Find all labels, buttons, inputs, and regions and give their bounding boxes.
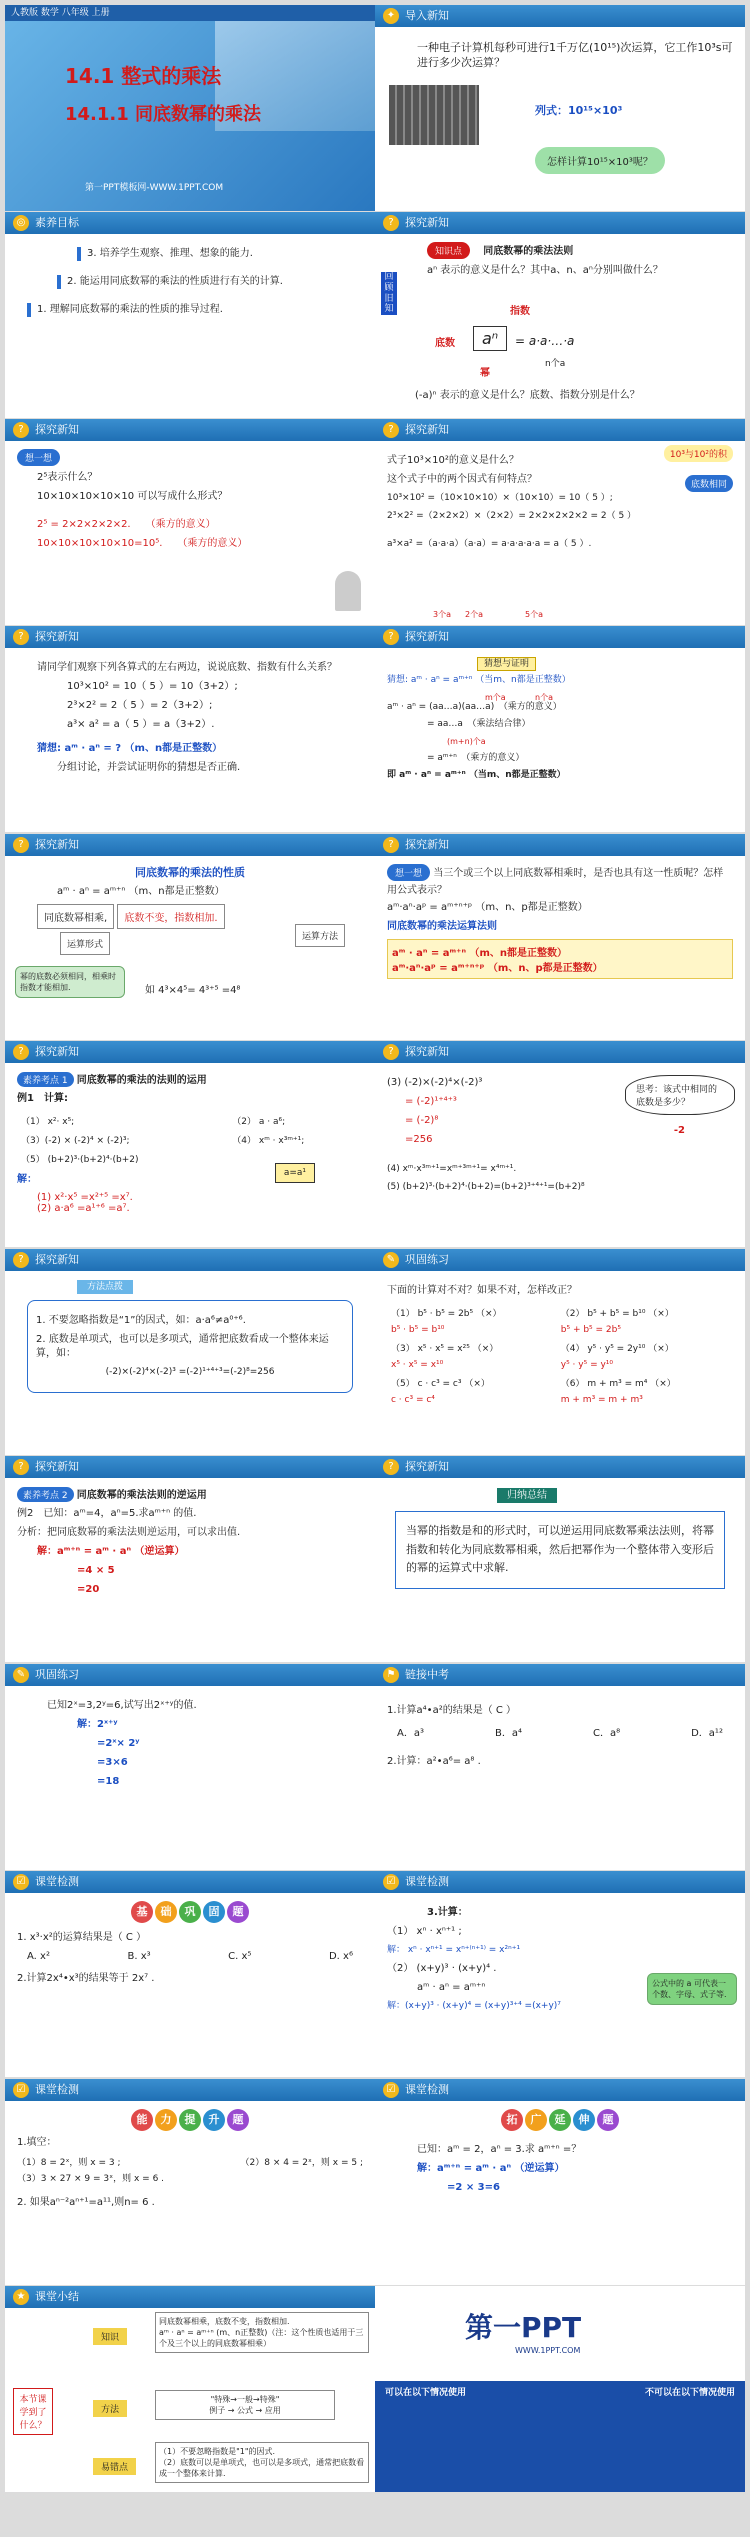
question-2: 2. 如果aⁿ⁻²aⁿ⁺¹=a¹¹,则n= 6 . [17,2196,155,2208]
count-3a: 3个a [433,610,451,619]
band-char: 升 [203,2109,225,2131]
conclusion: 即 aᵐ · aⁿ = aᵐ⁺ⁿ （当m、n都是正整数） [387,770,566,781]
slide-practice: ✎ 巩固练习 下面的计算对不对？如果不对，怎样改正？ （1） b⁵ · b⁵ = 2b⁵ （×） （2） b⁵ + b⁵ = b¹⁰ （×） b⁵ · b⁵ = b¹⁰ b⁵ + b⁵ = 2b⁵ （3） x⁵ · x⁵ = x²⁵ （×） （4） y⁵ · y⁵ = 2y¹⁰ （×） x⁵ · x⁵ = x¹⁰ y⁵ · y⁵ = y¹⁰ （5） c · c³ = c³ （×） （6） m + m³ = m⁴ （×） c · c³ = c⁴ m + m³ = m + m³ [375,1249,745,1455]
step: (3) (-2)×(-2)⁴×(-2)³ [387,1077,483,1088]
band-char: 础 [155,1901,177,1923]
slide-exam: ⚑ 链接中考 1.计算a⁴•a²的结果是（ C ） A．a³ B．a⁴ C．a⁸ D．a¹² 2.计算：a²•a⁶= a⁸ . [375,1664,745,1870]
proof-tag: 猜想与证明 [477,657,536,671]
ask-bubble: 怎样计算10¹⁵×10³呢？ [535,147,665,174]
band-char: 题 [597,2109,619,2131]
topic: 同底数幂的乘法法则的逆运用 [76,1490,207,1501]
slide-think: ? 探究新知 想一想 2⁵表示什么？ 10×10×10×10×10 可以写成什么形式？ 2⁵ = 2×2×2×2×2. （乘方的意义） 10×10×10×10×10=10⁵. （乘方的意义） [5,419,375,625]
goal-icon: ◎ [13,215,29,231]
method-tag: 方法点拨 [77,1280,133,1294]
page-title: 14.1 整式的乘法 [65,64,222,88]
question: 1.填空： [17,2137,57,2148]
example: 例2 已知：aᵐ=4，aⁿ=5.求aᵐ⁺ⁿ 的值. [17,1508,197,1519]
question-2: 2.计算2x⁴•x³的结果等于 2x⁷ . [17,1973,155,1984]
example: (-2)×(-2)⁴×(-2)³ =(-2)¹⁺⁴⁺³=(-2)⁸=256 [105,1367,275,1377]
band [387,2109,733,2131]
expand-text: = a·a·…·a [515,334,575,348]
row-3: a³× a² = a（ 5 ）= a（3+2）. [67,719,215,730]
page-subtitle: 14.1.1 同底数幂的乘法 [65,104,262,125]
count-5a: 5个a [525,610,543,619]
same-base-badge: 底数相同 [685,475,733,492]
sol-1: 解：aᵐ⁺ⁿ = aᵐ · aⁿ （逆运算） [417,2163,565,2174]
side-label: 回顾旧知 [381,272,397,315]
power-box: aⁿ [473,326,507,351]
fill-3: （3）3 × 27 × 9 = 3ˣ，则 x = 6 . [17,2174,165,2184]
question: 已知2ˣ=3,2ʸ=6,试写出2ˣ⁺ʸ的值. [47,1700,197,1711]
knowledge-formula: aᵐ · aⁿ = aᵐ⁺ⁿ (m、n正整数)（注：这个性质也适用于三个及三个以上的同底数幂相乘） [159,2328,364,2348]
sol-2: =4 × 5 [77,1565,115,1576]
question-1: 1.计算a⁴•a²的结果是（ C ） [387,1705,517,1716]
fix: x⁵ · x⁵ = x¹⁰ [391,1360,444,1370]
method-text: "特殊→一般→特殊" [210,2395,280,2404]
band [17,2109,363,2131]
step-1: aᵐ · aⁿ = (aa…a)(aa…a) （乘方的意义） [387,701,562,712]
fix: m + m³ = m + m³ [560,1395,643,1405]
fix: b⁵ · b⁵ = b¹⁰ [391,1325,445,1335]
method-node: 方法 [93,2400,127,2417]
usage-panel [375,2381,745,2492]
slide-intro [375,5,745,211]
row-1: 10³×10² = 10（ 5 ）= 10（3+2）; [67,681,238,692]
n-label: n个a [535,693,553,702]
root-node: 本节课学到了什么？ [13,2388,53,2435]
skill-tag: 素养考点 2 [17,1487,74,1502]
formula: aᵐ · aⁿ = aᵐ⁺ⁿ [417,1981,486,1993]
teacher-icon [335,571,361,611]
sol-4: =18 [97,1776,120,1787]
sub-2: （2） (x+y)³ · (x+y)⁴ . [387,1962,497,1974]
item: （1） b⁵ · b⁵ = 2b⁵ （×） [391,1309,502,1319]
line-3: 2⁵ = 2×2×2×2×2. （乘方的意义） [37,519,216,530]
topic: 同底数幂的乘法的法则的运用 [76,1075,207,1086]
question: 请同学们观察下列各算式的左右两边，说说底数、指数有什么关系？ [37,662,337,673]
problem: （2） a · a⁶; [232,1117,286,1127]
example-label: 例1 计算: [17,1093,68,1104]
band-char: 提 [179,2109,201,2131]
sol-2: 解：(x+y)³ · (x+y)⁴ = (x+y)³⁺⁴ =(x+y)⁷ [387,2000,561,2011]
formula-text: 列式：10¹⁵×10³ [535,104,623,117]
answer-1: (1) x²·x⁵ =x²⁺⁵ =x⁷. [37,1192,133,1203]
problem: （4） xᵐ · x³ᵐ⁺¹; [232,1136,305,1146]
band-char: 能 [131,2109,153,2131]
slide-three: ? 探究新知 想一想 当三个或三个以上同底数幂相乘时，是否也具有这一性质呢？怎样用公式表示？ aᵐ·aⁿ·aᵖ = aᵐ⁺ⁿ⁺ᵖ （m、n、p都是正整数） 同底数幂的乘法运算法则 aᵐ · aⁿ = aᵐ⁺ⁿ （m、n都是正整数） aᵐ·aⁿ·aᵖ = aᵐ⁺ⁿ⁺ᵖ （m、n、p都是正整数） [375,834,745,1040]
slide-check4: ☑ 课堂检测 拓 广 延 伸 题 已知：aᵐ = 2，aⁿ = 3.求 aᵐ⁺ⁿ =？ 解：aᵐ⁺ⁿ = aᵐ · aⁿ （逆运算） =2 × 3=6 [375,2079,745,2285]
item: （5） c · c³ = c³ （×） [391,1379,490,1389]
knowledge-text: 同底数幂相乘，底数不变，指数相加. [159,2317,290,2326]
question: 已知：aᵐ = 2，aⁿ = 3.求 aᵐ⁺ⁿ =？ [417,2144,582,2155]
band-char: 伸 [573,2109,595,2131]
goal-3: 3. 培养学生观察、推理、想象的能力. [77,247,363,261]
tag-knowledge: 知识点 [427,242,470,259]
step: =256 [405,1134,433,1145]
mistake-1: （1）不要忽略指数是"1"的因式. [159,2447,276,2456]
slide-summary-note: ? 探究新知 归纳总结 当幂的指数是和的形式时，可以逆运用同底数幂乘法法则，将幂指数和转化为同底数幂相乘，然后把幂作为一个整体带入变形后的幂的运算式中求解. [375,1456,745,1662]
fix: b⁵ + b⁵ = 2b⁵ [560,1325,621,1335]
hint-bubble: 公式中的 a 可代表一个数、字母、式子等. [647,1973,737,2005]
green-note: 幂的底数必须相同，相乘时指数才能相加. [15,966,125,998]
slide-header: ✦ 导入新知 [375,5,745,27]
question-2: (-a)ⁿ 表示的意义是什么？底数、指数分别是什么？ [415,390,640,401]
label-exp: 指数 [510,306,530,317]
bulb-icon: ✦ [383,8,399,24]
line-2: 10×10×10×10×10 可以写成什么形式？ [37,491,228,502]
problem-table [17,1111,363,1168]
brand-logo: 第一PPT [465,2311,582,2344]
topic: 同底数幂的乘法运算法则 [387,921,497,932]
goal-2: 2. 能运用同底数幂的乘法的性质进行有关的计算. [57,275,363,289]
desc-1: 同底数幂相乘, [37,904,114,929]
check-table [387,1303,733,1408]
band-char: 题 [227,1901,249,1923]
formula: aᵐ · aⁿ = aᵐ⁺ⁿ （m、n都是正整数） [57,886,225,897]
fill-2: （2）8 × 4 = 2ˣ，则 x = 5 ; [240,2158,363,2168]
sol-2: =2 × 3=6 [447,2182,500,2193]
slide-meaning: ? 探究新知 式子10³×10²的意义是什么？ 10³与10²的积 这个式子中的两个因式有何特点？ 底数相同 10³×10² =（10×10×10）×（10×10）= 10（ 5 ）; 2³×2² =（2×2×2）×（2×2）= 2×2×2×2×2 = 2（ 5 ） a³×a² =（a·a·a）（a·a）= a·a·a·a·a = a（ 5 ）. 3个a 2个a 5个a [375,419,745,625]
brand-url: WWW.1PPT.COM [515,2346,581,2355]
rule-box [387,939,733,979]
slide-proof: ? 探究新知 猜想与证明 猜想: aᵐ · aⁿ = aᵐ⁺ⁿ （当m、n都是正整数） m个a n个a aᵐ · aⁿ = (aa…a)(aa…a) （乘方的意义） = aa…a （乘法结合律） (m+n)个a = aᵐ⁺ⁿ （乘方的意义） 即 aᵐ · aⁿ = aᵐ⁺ⁿ （当m、n都是正整数） [375,626,745,832]
band-char: 题 [227,2109,249,2131]
guess: 猜想: aᵐ · aⁿ = ? （m、n都是正整数） [37,743,223,754]
question: 当三个或三个以上同底数幂相乘时，是否也具有这一性质呢？怎样用公式表示？ [387,868,724,896]
band-char: 固 [203,1901,225,1923]
slide-practice2: ✎ 巩固练习 已知2ˣ=3,2ʸ=6,试写出2ˣ⁺ʸ的值. 解：2ˣ⁺ʸ =2ˣ× 2ʸ =3×6 =18 [5,1664,375,1870]
expr-1: 10³×10² =（10×10×10）×（10×10）= 10（ 5 ）; [387,493,613,503]
count-text: n个a [545,359,566,369]
problem: （3）(-2) × (-2)⁴ × (-2)³; [21,1136,130,1146]
step: = (-2)⁸ [405,1115,439,1126]
item: （4） y⁵ · y⁵ = 2y¹⁰ （×） [560,1344,674,1354]
slide-observe: ? 探究新知 请同学们观察下列各算式的左右两边，说说底数、指数有什么关系？ 10³×10² = 10（ 5 ）= 10（3+2）; 2³×2² = 2（ 5 ）= 2（3+2）; a³× a² = a（ 5 ）= a（3+2）. 猜想: aᵐ · aⁿ = ? （m、n都是正整数） 分组讨论，并尝试证明你的猜想是否正确. [5,626,375,832]
discuss: 分组讨论，并尝试证明你的猜想是否正确. [57,762,241,773]
method-flow: 例子 → 公式 → 应用 [209,2406,281,2415]
slide-example1b: ? 探究新知 (3) (-2)×(-2)⁴×(-2)³ = (-2)¹⁺⁴⁺³ = (-2)⁸ =256 思考：该式中相同的底数是多少？ -2 (4) xᵐ·x³ᵐ⁺¹=xᵐ⁺³ᵐ⁺¹= x⁴ᵐ⁺¹. (5) (b+2)³·(b+2)⁴·(b+2)=(b+2)³⁺⁴⁺¹=(b+2)⁸ [375,1041,745,1247]
step: = (-2)¹⁺⁴⁺³ [405,1096,457,1107]
summary-text: 当幂的指数是和的形式时，可以逆运用同底数幂乘法法则，将幂指数和转化为同底数幂相乘，然后把幂作为一个整体带入变形后的幂的运算式中求解. [395,1511,725,1589]
expr-3: a³×a² =（a·a·a）（a·a）= a·a·a·a·a = a（ 5 ）. [387,539,592,550]
computer-image [389,85,479,145]
band-char: 基 [131,1901,153,1923]
question-2: 这个式子中的两个因式有何特点？ [387,474,537,485]
band-char: 力 [155,2109,177,2131]
question: 下面的计算对不对？如果不对，怎样改正？ [387,1285,577,1296]
cannot-title: 不可以在以下情况使用 [644,2388,735,2398]
band-char: 延 [549,2109,571,2131]
mistake-2: （2）底数可以是单项式，也可以是多项式，通常把底数看成一个整体来计算. [159,2458,365,2478]
item: （2） b⁵ + b⁵ = b¹⁰ （×） [560,1309,674,1319]
label-base: 底数 [435,338,455,349]
bubble: 10³与10²的积 [664,445,733,462]
question: 式子10³×10²的意义是什么？ [387,455,519,466]
slide-check3: ☑ 课堂检测 能 力 提 升 题 1.填空： （1）8 = 2ˣ，则 x = 3 ; （2）8 × 4 = 2ˣ，则 x = 5 ; （3）3 × 27 × 9 = 3ˣ，则 x = 6 . 2. 如果aⁿ⁻²aⁿ⁺¹=a¹¹,则n= 6 . [5,2079,375,2285]
question: 3.计算： [427,1907,468,1918]
band [17,1901,363,1923]
property-title: 同底数幂的乘法的性质 [135,866,245,879]
question-2: 2.计算：a²•a⁶= a⁸ . [387,1756,481,1767]
band-char: 广 [525,2109,547,2131]
slide-goals: ◎ 素养目标 3. 培养学生观察、推理、想象的能力. 2. 能运用同底数幂的乘法的性质进行有关的计算. 1. 理解同底数幂的乘法的性质的推导过程. [5,212,375,418]
think-answer: -2 [673,1125,685,1136]
sol-3: =20 [77,1584,100,1595]
publisher-bar: 人教版 数学 八年级 上册 [5,5,375,21]
desc-2: 底数不变，指数相加. [117,904,224,929]
method-box [155,2390,335,2420]
item: （3） x⁵ · x⁵ = x²⁵ （×） [391,1344,499,1354]
fix: c · c³ = c⁴ [391,1395,435,1405]
hint-bubble: a=a¹ [275,1163,315,1183]
guess: 猜想: aᵐ · aⁿ = aᵐ⁺ⁿ （当m、n都是正整数） [387,675,571,685]
slide-method: ? 探究新知 方法点拨 1. 不要忽略指数是“1”的因式，如：a·a⁶≠a⁰⁺⁶. 2. 底数是单项式，也可以是多项式，通常把底数看成一个整体来运算，如： (-2)×(-2)⁴×(-2)³ =(-2)¹⁺⁴⁺³=(-2)⁸=256 [5,1249,375,1455]
option: C．a⁸ [592,1728,621,1739]
solution-label: 解： [17,1174,37,1185]
expr-2: 2³×2² =（2×2×2）×（2×2）= 2×2×2×2×2 = 2（ 5 ） [387,510,637,521]
think-tag: 想一想 [387,864,430,881]
sub-1: （1） xⁿ · xⁿ⁺¹ ; [387,1926,462,1937]
slide-brand [375,2286,745,2492]
mn-label: (m+n)个a [447,736,486,746]
can-title: 可以在以下情况使用 [385,2388,467,2398]
option: A．a³ [397,1728,424,1739]
site-text: 第一PPT模板网-WWW.1PPT.COM [85,183,224,193]
knowledge-box [155,2312,369,2353]
answer-2: (2) a·a⁶ =a¹⁺⁶ =a⁷. [37,1203,130,1214]
slide-check1: ☑ 课堂检测 基 础 巩 固 题 1. x³·x²的运算结果是（ C ） A. x² B. x³ C. x⁵ D. x⁶ 2.计算2x⁴•x³的结果等于 2x⁷ . [5,1871,375,2077]
knowledge-node: 知识 [93,2328,127,2345]
formula: aᵐ·aⁿ·aᵖ = aᵐ⁺ⁿ⁺ᵖ （m、n、p都是正整数） [387,902,588,913]
problem: （5） (b+2)³·(b+2)⁴·(b+2) [21,1155,139,1165]
option: A. x² [27,1951,50,1962]
topic-title: 同底数幂的乘法法则 [483,246,574,257]
band-char: 拓 [501,2109,523,2131]
step: (5) (b+2)³·(b+2)⁴·(b+2)=(b+2)³⁺⁴⁺¹=(b+2)⁸ [387,1181,585,1192]
step-2: = aa…a （乘法结合律） [427,719,531,730]
point-1: 1. 不要忽略指数是“1”的因式，如：a·a⁶≠a⁰⁺⁶. [36,1315,246,1326]
rule-2: aᵐ·aⁿ·aᵖ = aᵐ⁺ⁿ⁺ᵖ （m、n、p都是正整数） [392,963,603,974]
slide-check2: ☑ 课堂检测 3.计算： （1） xⁿ · xⁿ⁺¹ ; 解： xⁿ · xⁿ⁺¹ = xⁿ⁺⁽ⁿ⁺¹⁾ = x²ⁿ⁺¹ （2） (x+y)³ · (x+y)⁴ . 公式中的 a 可代表一个数、字母、式子等. aᵐ · aⁿ = aᵐ⁺ⁿ 解：(x+y)³ · (x+y)⁴ = (x+y)³⁺⁴ =(x+y)⁷ [375,1871,745,2077]
sol-3: =3×6 [97,1757,128,1768]
mistake-box [155,2442,369,2483]
skill-tag: 素养考点 1 [17,1072,74,1087]
slide-title [5,5,375,211]
option: C. x⁵ [228,1951,252,1962]
option: B. x³ [127,1951,151,1962]
option: B．a⁴ [494,1728,522,1739]
row-2: 2³×2² = 2（ 5 ）= 2（3+2）; [67,700,213,711]
slide-review: ? 探究新知 知识点 同底数幂的乘法法则 aⁿ 表示的意义是什么？其中a、n、aⁿ分别叫做什么？ 回顾旧知 底数 aⁿ 指数 幂 = a·a·…·a n个a (-a)ⁿ 表示的意义是什么？底数、指数分别是什么？ [375,212,745,418]
op-label: 运算形式 [60,932,110,955]
option: D．a¹² [691,1728,723,1739]
count-2a: 2个a [465,610,483,619]
step: (4) xᵐ·x³ᵐ⁺¹=xᵐ⁺³ᵐ⁺¹= x⁴ᵐ⁺¹. [387,1164,517,1174]
band-char: 巩 [179,1901,201,1923]
sol-1: 解：2ˣ⁺ʸ [77,1719,118,1730]
summary-tag: 归纳总结 [497,1488,557,1503]
think-bubble: 思考：该式中相同的底数是多少？ [625,1075,735,1115]
point-2: 2. 底数是单项式，也可以是多项式，通常把底数看成一个整体来运算，如： [36,1334,329,1359]
example: 如 4³×4⁵= 4³⁺⁵ =4⁸ [145,985,241,996]
mistake-node: 易错点 [93,2458,136,2475]
question-text: 一种电子计算机每秒可进行1千万亿(10¹⁵)次运算，它工作10³s可进行多少次运算？ [417,41,733,70]
method-label: 运算方法 [295,924,345,947]
label-power: 幂 [480,368,490,379]
option: D. x⁶ [328,1951,353,1962]
line-4: 10×10×10×10×10=10⁵. （乘方的意义） [37,538,248,549]
line-1: 2⁵表示什么？ [37,472,98,483]
slide-property: ? 探究新知 同底数幂的乘法的性质 aᵐ · aⁿ = aᵐ⁺ⁿ （m、n都是正整数） 同底数幂相乘, 底数不变，指数相加. 运算形式 运算方法 幂的底数必须相同，相乘时指数才能相加. 如 4³×4⁵= 4³⁺⁵ =4⁸ [5,834,375,1040]
problem: （1） x²· x⁵; [21,1117,75,1127]
goal-1: 1. 理解同底数幂的乘法的性质的推导过程. [27,303,363,317]
method-box [27,1300,353,1393]
analysis: 分析：把同底数幂的乘法法则逆运用，可以求出值. [17,1527,241,1538]
step-3: = aᵐ⁺ⁿ （乘方的意义） [427,752,525,763]
m-label: m个a [485,693,506,702]
slide-example1: ? 探究新知 素养考点 1 同底数幂的乘法的法则的运用 例1 计算: （1） x²· x⁵; （2） a · a⁶; （3）(-2) × (-2)⁴ × (-2)³; （4） xᵐ · x³ᵐ⁺¹; （5） (b+2)³·(b+2)⁴·(b+2) a=a¹ 解： (1) x²·x⁵ =x²⁺⁵ =x⁷. (2) a·a⁶ =a¹⁺⁶ =a⁷. [5,1041,375,1247]
fill-1: （1）8 = 2ˣ，则 x = 3 ; [17,2158,121,2168]
sol-1: 解：aᵐ⁺ⁿ = aᵐ · aⁿ （逆运算） [37,1546,185,1557]
question-1: 1. x³·x²的运算结果是（ C ） [17,1932,147,1943]
sol-1: 解： xⁿ · xⁿ⁺¹ = xⁿ⁺⁽ⁿ⁺¹⁾ = x²ⁿ⁺¹ [387,1945,521,1955]
rule-1: aᵐ · aⁿ = aᵐ⁺ⁿ （m、n都是正整数） [392,948,568,959]
slide-summary: ★ 课堂小结 本节课学到了什么？ 知识 方法 易错点 同底数幂相乘，底数不变，指数相加. aᵐ · aⁿ = aᵐ⁺ⁿ (m、n正整数)（注：这个性质也适用于三个及三个以上的同底数幂相乘） "特殊→一般→特殊" 例子 → 公式 → 应用 （1）不要忽略指数是"1"的因式. （2）底数可以是单项式，也可以是多项式，通常把底数看成一个整体来计算. [5,2286,375,2492]
think-tag: 想一想 [17,449,60,466]
slide-example2: ? 探究新知 素养考点 2 同底数幂的乘法法则的逆运用 例2 已知：aᵐ=4，aⁿ=5.求aᵐ⁺ⁿ 的值. 分析：把同底数幂的乘法法则逆运用，可以求出值. 解：aᵐ⁺ⁿ = aᵐ · aⁿ （逆运算） =4 × 5 =20 [5,1456,375,1662]
fix: y⁵ · y⁵ = y¹⁰ [560,1360,614,1370]
item: （6） m + m³ = m⁴ （×） [560,1379,676,1389]
sol-2: =2ˣ× 2ʸ [97,1738,140,1749]
question-1: aⁿ 表示的意义是什么？其中a、n、aⁿ分别叫做什么？ [427,265,663,276]
